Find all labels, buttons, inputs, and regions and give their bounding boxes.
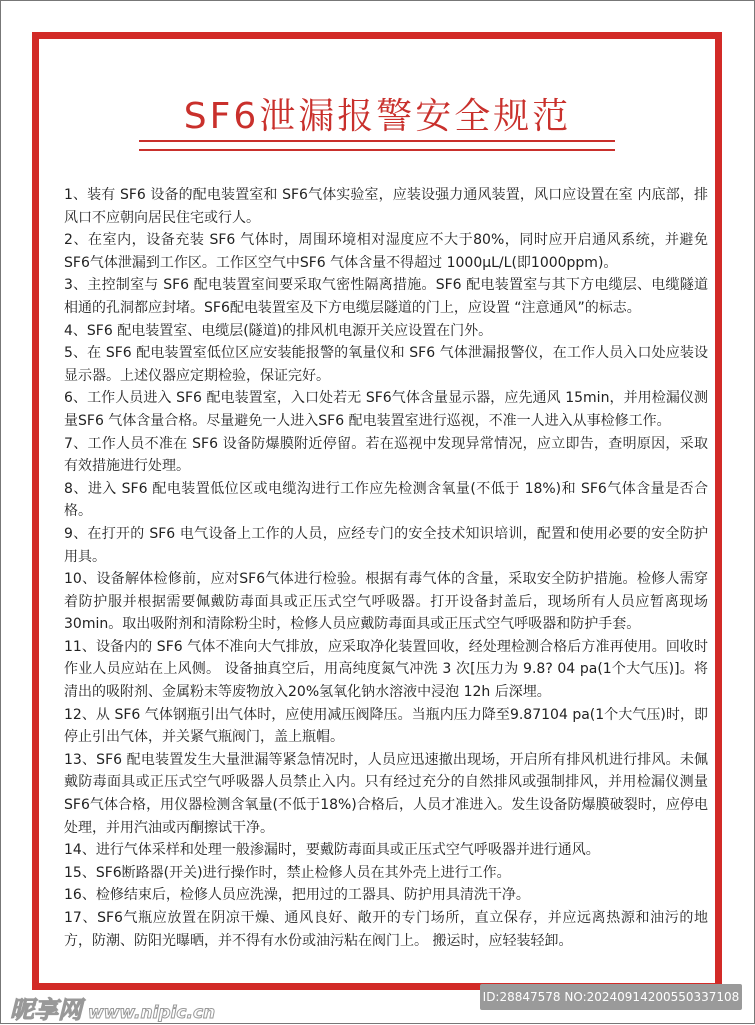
rule-item: 7、工作人员不准在 SF6 设备防爆膜附近停留。若在巡视中发现异常情况，应立即告，查明原因，采取有效措施进行处理。 [64, 435, 708, 475]
rule-item: 4、SF6 配电装置室、电缆层(隧道)的排风机电源开关应设置在门外。 [64, 322, 493, 339]
rule-item: 9、在打开的 SF6 电气设备上工作的人员，应经专门的安全技术知识培训，配置和使用必要的安全防护用具。 [64, 525, 708, 565]
rule-item: 2、在室内，设备充装 SF6 气体时，周围环境相对湿度应不大于80%，同时应开启通风系统，并避免SF6气体泄漏到工作区。工作区空气中SF6 气体含量不得超过 1000μL/L(即1000ppm)。 [64, 232, 708, 271]
rules-list [64, 184, 708, 952]
rule-item: 16、检修结束后，检修人员应洗澡，把用过的工器具、防护用具清洗干净。 [64, 887, 530, 904]
rule-item: 17、SF6气瓶应放置在阴凉干燥、通风良好、敞开的专门场所，直立保存，并应远离热源和油污的地方，防潮、防阳光曝晒，并不得有水份或油污粘在阀门上。 搬运时，应轻装轻卸。 [64, 910, 708, 949]
title-underline-bottom [139, 149, 615, 151]
watermark-url: www.nipic.cn [88, 1003, 216, 1023]
watermark-site: 昵享网 [10, 996, 82, 1024]
rule-item: 15、SF6断路器(开关)进行操作时，禁止检修人员在其外壳上进行工作。 [64, 864, 511, 881]
rule-item: 6、工作人员进入 SF6 配电装置室，入口处若无 SF6气体含量显示器，应先通风 15min，并用检漏仪测量SF6 气体含量合格。尽量避免一人进入SF6 配电装置室进行巡视，不准一人进入从事检修工作。 [64, 390, 708, 429]
page-title: SF6泄漏报警安全规范 [183, 96, 572, 137]
rule-item: 5、在 SF6 配电装置室低位区应安装能报警的氧量仪和 SF6 气体泄漏报警仪，在工作人员入口处应装设显示器。上述仪器应定期检验，保证完好。 [64, 345, 708, 384]
rule-item: 10、设备解体检修前，应对SF6气体进行检验。根据有毒气体的含量，采取安全防护措施。检修人需穿着防护服并根据需要佩戴防毒面具或正压式空气呼吸器。打开设备封盖后，现场所有人员应暂离现场30min。取出吸附剂和清除粉尘时，检修人员应戴防毒面具或正压式空气呼吸器和防护手套。 [64, 571, 708, 633]
rule-item: 11、设备内的 SF6 气体不准向大气排放，应采取净化装置回收，经处理检测合格后方准再使用。回收时作业人员应站在上风侧。 设备抽真空后，用高纯度氮气冲洗 3 次[压力为 9.8? 04 pa(1个大气压)]。将清出的吸附剂、金属粉末等废物放入20%氢氧化钠水溶液中浸泡 12h 后深埋。 [64, 638, 708, 701]
rule-item: 12、从 SF6 气体钢瓶引出气体时，应使用减压阀降压。当瓶内压力降至9.87104 pa(1个大气压)时，即停止引出气体，并关紧气瓶阀门，盖上瓶帽。 [64, 706, 708, 746]
rule-item: 13、SF6 配电装置发生大量泄漏等紧急情况时，人员应迅速撤出现场，开启所有排风机进行排风。未佩戴防毒面具或正压式空气呼吸器人员禁止入内。只有经过充分的自然排风或强制排风，并用检漏仪测量SF6气体合格，用仪器检测含氧量(不低于18%)合格后，人员才准进入。发生设备防爆膜破裂时，应停电处理，并用汽油或丙酮擦试干净。 [64, 751, 708, 836]
rule-item: 14、进行气体采样和处理一般渗漏时，要戴防毒面具或正压式空气呼吸器并进行通风。 [64, 842, 600, 859]
rule-item: 3、主控制室与 SF6 配电装置室间要采取气密性隔离措施。SF6 配电装置室与其下方电缆层、电缆隧道相通的孔洞都应封堵。SF6配电装置室及下方电缆层隧道的门上，应设置 “注意通风”的标志。 [64, 277, 708, 316]
watermark-logo [10, 990, 215, 1025]
title-underline-top [139, 140, 615, 142]
rule-item: 8、进入 SF6 配电装置低位区或电缆沟进行工作应先检测含氧量(不低于 18%)和 SF6气体含量是否合格。 [64, 480, 708, 520]
rule-item: 1、装有 SF6 设备的配电装置室和 SF6气体实验室，应装设强力通风装置，风口应设置在室 内底部，排风口不应朝向居民住宅或行人。 [64, 187, 708, 226]
image-id-badge: ID:28847578 NO:20240914200550337108 [480, 984, 742, 1010]
